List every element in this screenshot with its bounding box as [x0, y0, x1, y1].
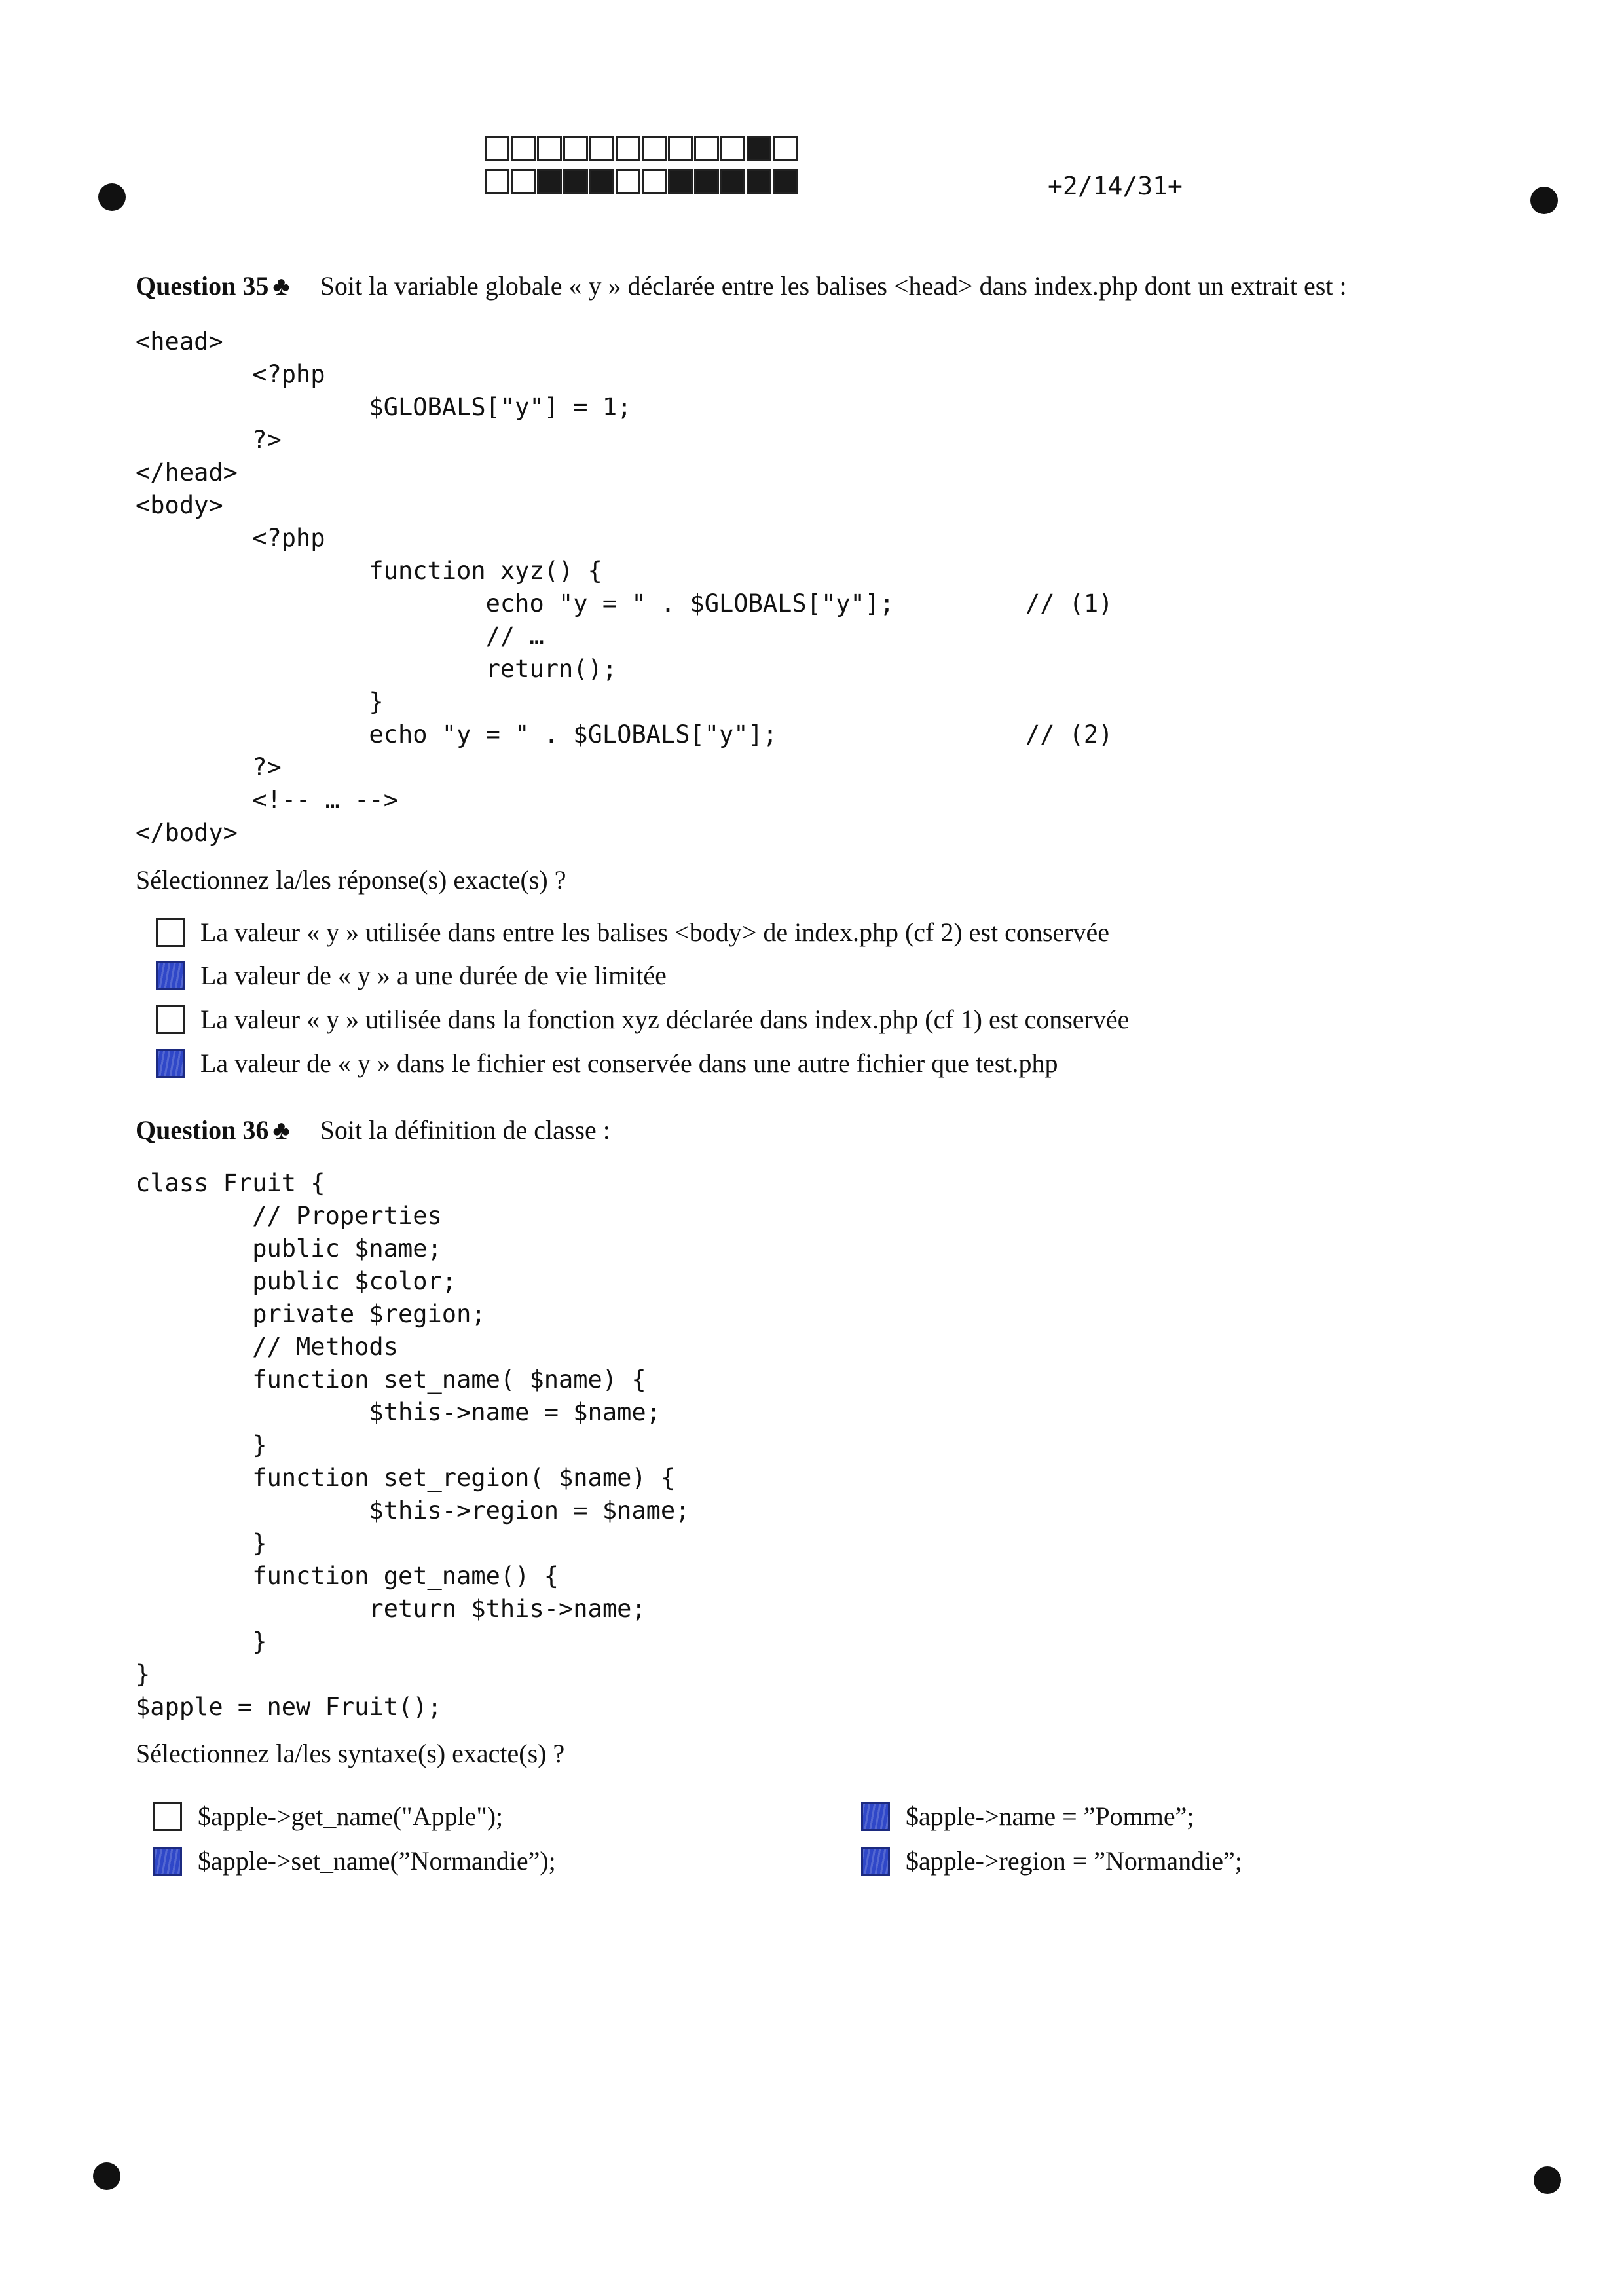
q35-option-1[interactable]	[156, 917, 1109, 948]
question-36-label: Question 36	[136, 1115, 269, 1145]
option-text: $apple->set_name(”Normandie”);	[198, 1846, 556, 1876]
barcode-bottom-cell-2	[511, 169, 536, 194]
checkbox[interactable]	[153, 1802, 182, 1831]
registration-dot-top-left	[98, 183, 126, 211]
question-35-code: <head> <?php $GLOBALS["y"] = 1; ?> </head> <body> <?php function xyz() { echo "y = " . $GLOBALS["y"]; // (1) // … return(); } echo "y = " . $GLOBALS["y"]; // (2) ?> <!-- … --> </body>	[136, 327, 1113, 847]
checkbox[interactable]	[156, 1005, 185, 1034]
q36-option-1[interactable]	[153, 1801, 503, 1832]
barcode-top-cell-6	[616, 136, 640, 161]
barcode-bottom-cell-9	[694, 169, 719, 194]
q36-option-3[interactable]	[153, 1845, 556, 1876]
page-id: +2/14/31+	[1048, 172, 1183, 200]
checkbox[interactable]	[156, 1049, 185, 1078]
barcode-top-cell-9	[694, 136, 719, 161]
club-icon: ♣	[272, 271, 290, 301]
barcode-top-cell-2	[511, 136, 536, 161]
q36-option-4[interactable]	[861, 1845, 1242, 1876]
barcode-bottom-cell-7	[642, 169, 667, 194]
question-36-header	[136, 1115, 610, 1145]
question-36-text: Soit la définition de classe :	[320, 1115, 610, 1145]
option-text: $apple->get_name("Apple");	[198, 1802, 504, 1831]
q35-option-4[interactable]	[156, 1048, 1058, 1079]
barcode-bottom-cell-5	[589, 169, 614, 194]
checkbox[interactable]	[861, 1847, 890, 1876]
barcode-bottom-cell-12	[773, 169, 798, 194]
barcode-bottom-cell-3	[537, 169, 562, 194]
option-text: La valeur de « y » a une durée de vie limitée	[200, 961, 667, 990]
barcode-bottom-cell-11	[747, 169, 771, 194]
question-35-text: Soit la variable globale « y » déclarée entre les balises <head> dans index.php dont un extrait est :	[320, 271, 1347, 301]
barcode-top-cell-12	[773, 136, 798, 161]
option-text: La valeur « y » utilisée dans la fonction xyz déclarée dans index.php (cf 1) est conservée	[200, 1005, 1130, 1034]
barcode-bottom-cell-8	[668, 169, 693, 194]
barcode-bottom-cell-4	[563, 169, 588, 194]
q35-option-3[interactable]	[156, 1004, 1129, 1035]
option-text: $apple->name = ”Pomme”;	[906, 1802, 1194, 1831]
barcode-top-cell-11	[747, 136, 771, 161]
checkbox[interactable]	[861, 1802, 890, 1831]
q35-option-2[interactable]	[156, 960, 667, 991]
registration-dot-bottom-right	[1534, 2166, 1561, 2194]
barcode-bottom-cell-1	[485, 169, 509, 194]
question-35-header	[136, 270, 1347, 301]
barcode-top-cell-8	[668, 136, 693, 161]
question-35-label: Question 35	[136, 271, 269, 301]
barcode-top-cell-7	[642, 136, 667, 161]
question-36-code: class Fruit { // Properties public $name; public $color; private $region; // Methods function set_name( $name) { $this->name = $name; } function set_region( $name) { $this->region = $name; } function get_name() { return $this->name; } } $apple = new Fruit();	[136, 1169, 690, 1721]
option-text: $apple->region = ”Normandie”;	[906, 1846, 1242, 1876]
club-icon: ♣	[272, 1115, 290, 1145]
barcode-top-cell-3	[537, 136, 562, 161]
registration-dot-bottom-left	[93, 2162, 120, 2190]
question-35-prompt: Sélectionnez la/les réponse(s) exacte(s) ?	[136, 865, 566, 895]
registration-dot-top-right	[1530, 187, 1558, 214]
option-text: La valeur de « y » dans le fichier est conservée dans une autre fichier que test.php	[200, 1048, 1058, 1078]
barcode-bottom-cell-10	[720, 169, 745, 194]
checkbox[interactable]	[156, 918, 185, 947]
question-36-prompt: Sélectionnez la/les syntaxe(s) exacte(s) ?	[136, 1739, 565, 1768]
checkbox[interactable]	[153, 1847, 182, 1876]
barcode-bottom-cell-6	[616, 169, 640, 194]
option-text: La valeur « y » utilisée dans entre les balises <body> de index.php (cf 2) est conservée	[200, 917, 1110, 947]
checkbox[interactable]	[156, 961, 185, 990]
barcode-top-cell-5	[589, 136, 614, 161]
barcode-top-cell-10	[720, 136, 745, 161]
barcode-top-cell-1	[485, 136, 509, 161]
barcode-top-row	[485, 136, 799, 161]
barcode-bottom-row	[485, 169, 799, 194]
barcode-top-cell-4	[563, 136, 588, 161]
q36-option-2[interactable]	[861, 1801, 1194, 1832]
